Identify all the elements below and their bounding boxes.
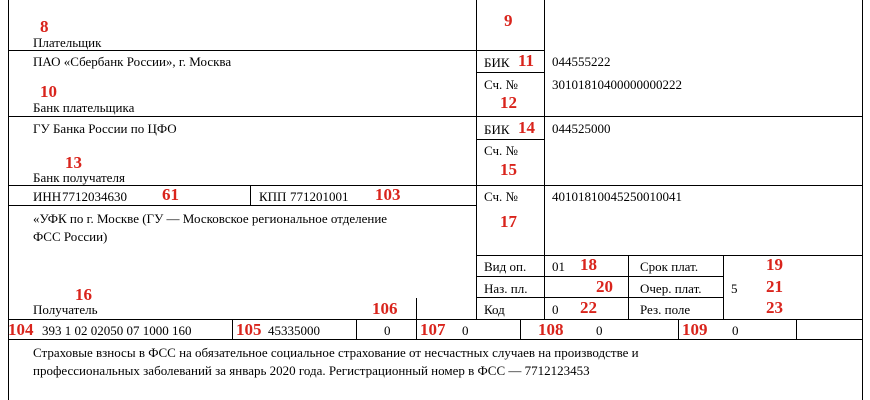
divider-recipient-right bbox=[476, 0, 477, 319]
line-payer-bank-bottom bbox=[8, 116, 862, 117]
payer-bik-value: 044555222 bbox=[552, 54, 611, 69]
divider-f107 bbox=[416, 319, 417, 339]
f106-value: 0 bbox=[384, 323, 391, 338]
payer-label: Плательщик bbox=[33, 35, 102, 50]
recipient-bik-value: 044525000 bbox=[552, 121, 611, 136]
line-payer-bottom bbox=[8, 50, 476, 51]
recipient-bank-acct-label: Сч. № bbox=[484, 143, 518, 158]
payer-bank-name: ПАО «Сбербанк России», г. Москва bbox=[33, 54, 232, 69]
field-num-21: 21 bbox=[766, 277, 783, 296]
divider-f105 bbox=[232, 319, 233, 339]
divider-f109 bbox=[678, 319, 679, 339]
field-num-108: 108 bbox=[538, 320, 564, 339]
kpp-label: КПП bbox=[259, 189, 287, 204]
vid-op-value: 01 bbox=[552, 259, 565, 274]
field-num-18: 18 bbox=[580, 255, 597, 274]
f108-value: 0 bbox=[596, 323, 603, 338]
field-num-11: 11 bbox=[518, 51, 535, 70]
divider-inn-kpp bbox=[250, 185, 251, 205]
recipient-name-line1: «УФК по г. Москве (ГУ — Московское региональное отделение bbox=[33, 211, 388, 226]
line-recipient-bank-bottom bbox=[8, 185, 862, 186]
divider-bik-right bbox=[544, 0, 545, 319]
field-num-107: 107 bbox=[420, 320, 446, 339]
f104-value: 393 1 02 02050 07 1000 160 bbox=[42, 323, 192, 338]
recipient-bank-name: ГУ Банка России по ЦФО bbox=[33, 121, 177, 136]
field-num-9: 9 bbox=[504, 11, 513, 30]
divider-op-mid bbox=[628, 255, 629, 319]
payer-bik-label: БИК bbox=[484, 55, 510, 70]
field-num-12: 12 bbox=[500, 93, 517, 112]
inn-label: ИНН bbox=[33, 189, 62, 204]
payer-acct-value: 30101810400000000222 bbox=[552, 77, 682, 92]
f109-value: 0 bbox=[732, 323, 739, 338]
payer-bank-label: Банк плательщика bbox=[33, 100, 135, 115]
line-tax-bottom bbox=[8, 339, 862, 340]
f107-value: 0 bbox=[462, 323, 469, 338]
ocher-label: Очер. плат. bbox=[640, 281, 702, 296]
field-num-13: 13 bbox=[65, 153, 82, 172]
line-op-top bbox=[476, 255, 862, 256]
f105-value: 45335000 bbox=[268, 323, 320, 338]
divider-f109-end bbox=[796, 319, 797, 339]
kod-label: Код bbox=[484, 302, 505, 317]
line-inn-bottom bbox=[8, 205, 476, 206]
line-op-row2 bbox=[476, 297, 723, 298]
line-bik-payer bbox=[476, 72, 544, 73]
field-num-16: 16 bbox=[75, 285, 92, 304]
line-bik-recipient bbox=[476, 139, 544, 140]
form-border-left bbox=[8, 0, 9, 400]
divider-f106 bbox=[416, 298, 417, 319]
field-num-103: 103 bbox=[375, 185, 401, 204]
purpose-line2: профессиональных заболеваний за январь 2020 года. Регистрационный номер в ФСС — 7712123453 bbox=[33, 363, 590, 378]
vid-op-label: Вид оп. bbox=[484, 259, 527, 274]
field-num-105: 105 bbox=[236, 320, 262, 339]
divider-f106-cell bbox=[356, 319, 357, 339]
recipient-label: Получатель bbox=[33, 302, 98, 317]
field-num-23: 23 bbox=[766, 298, 783, 317]
recipient-acct-value: 40101810045250010041 bbox=[552, 189, 682, 204]
field-num-14: 14 bbox=[518, 118, 535, 137]
recipient-bik-label: БИК bbox=[484, 122, 510, 137]
field-num-22: 22 bbox=[580, 298, 597, 317]
recipient-name-line2: ФСС России) bbox=[33, 229, 108, 244]
purpose-line1: Страховые взносы в ФСС на обязательное социальное страхование от несчастных случаев на производстве и bbox=[33, 345, 639, 360]
field-num-104: 104 bbox=[8, 320, 34, 339]
field-num-109: 109 bbox=[682, 320, 708, 339]
srok-label: Срок плат. bbox=[640, 259, 699, 274]
inn-value: 7712034630 bbox=[62, 189, 127, 204]
field-num-17: 17 bbox=[500, 212, 517, 231]
field-num-106: 106 bbox=[372, 299, 398, 318]
field-num-15: 15 bbox=[500, 160, 517, 179]
payer-acct-label: Сч. № bbox=[484, 77, 518, 92]
kod-value: 0 bbox=[552, 302, 559, 317]
form-border-right bbox=[862, 0, 863, 400]
recipient-acct-label: Сч. № bbox=[484, 189, 518, 204]
rez-label: Рез. поле bbox=[640, 302, 691, 317]
ocher-value: 5 bbox=[731, 281, 738, 296]
field-num-61: 61 bbox=[162, 185, 179, 204]
divider-op-labels bbox=[723, 255, 724, 319]
naz-label: Наз. пл. bbox=[484, 281, 528, 296]
field-num-10: 10 bbox=[40, 82, 57, 101]
divider-f108 bbox=[520, 319, 521, 339]
field-num-20: 20 bbox=[596, 277, 613, 296]
kpp-value: 771201001 bbox=[290, 189, 349, 204]
field-num-19: 19 bbox=[766, 255, 783, 274]
recipient-bank-label: Банк получателя bbox=[33, 170, 125, 185]
field-num-8: 8 bbox=[40, 17, 49, 36]
